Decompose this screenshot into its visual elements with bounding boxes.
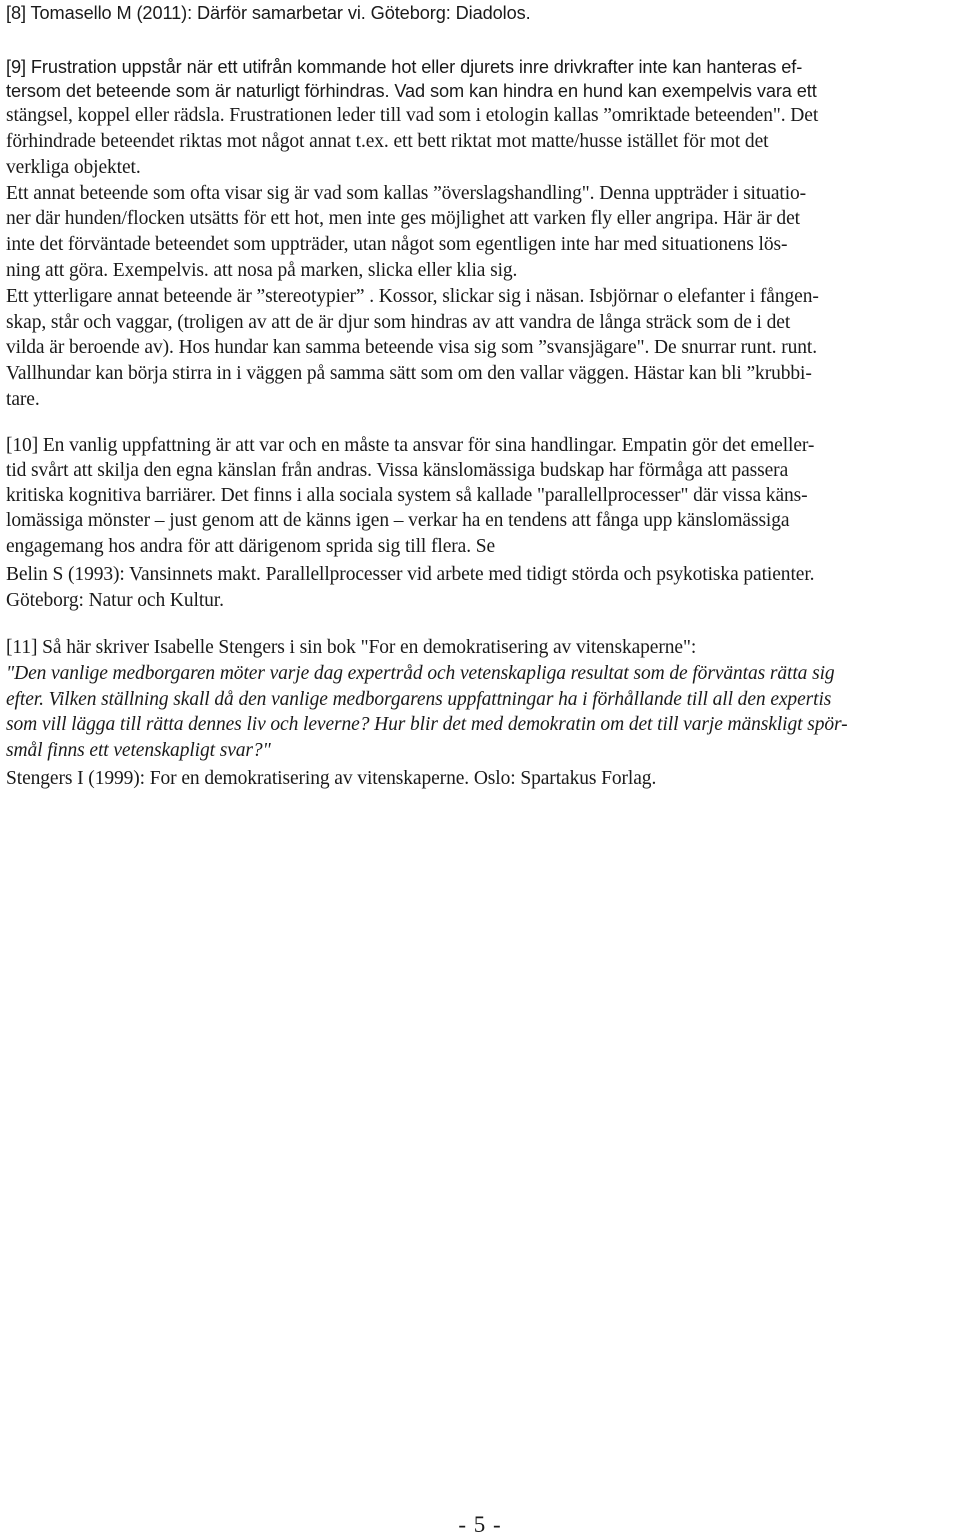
- note-9-line: förhindrade beteendet riktas mot något annat t.ex. ett bett riktat mot matte/husse istället för mot det: [6, 131, 769, 152]
- note-9-line: [9] Frustration uppstår när ett utifrån kommande hot eller djurets inre drivkrafter inte kan hanteras ef-: [6, 57, 803, 77]
- note-10-line: tid svårt att skilja den egna känslan från andras. Vissa känslomässiga budskap har förmåga att passera: [6, 460, 789, 481]
- note-9-line: Ett annat beteende som ofta visar sig är vad som kallas ”överslagshandling". Denna uppträder i situatio-: [6, 183, 807, 204]
- stengers-quote-line: som vill lägga till rätta dennes liv och leverne? Hur blir det med demokratin om det till varje mänskligt spör-: [6, 714, 848, 735]
- reference-belin-publisher: Göteborg: Natur och Kultur.: [6, 590, 224, 611]
- note-9-line: Ett ytterligare annat beteende är ”stereotypier” . Kossor, slickar sig i näsan. Isbjörnar o elefanter i fången-: [6, 286, 819, 307]
- note-10-line: engagemang hos andra för att därigenom sprida sig till flera. Se: [6, 536, 496, 557]
- note-9-line: skap, står och vaggar, (troligen av att de är djur som hindras av att vandra de långa sträck som de i det: [6, 312, 791, 333]
- note-10-line: lomässiga mönster – just genom att de känns igen – verkar ha en tendens att fånga upp känslomässiga: [6, 510, 790, 531]
- stengers-quote-line: smål finns ett vetenskapligt svar?": [6, 740, 271, 761]
- reference-8: [8] Tomasello M (2011): Därför samarbetar vi. Göteborg: Diadolos.: [6, 3, 531, 23]
- note-9-line: ner där hunden/flocken utsätts för ett hot, men inte ges möjlighet att varken fly eller angripa. Här är det: [6, 208, 800, 229]
- note-9-line: Vallhundar kan börja stirra in i väggen på samma sätt som om den vallar väggen. Hästar kan bli ”krubbi-: [6, 363, 812, 384]
- note-9-line: stängsel, koppel eller rädsla. Frustrationen leder till vad som i etologin kallas ”omriktade beteenden". Det: [6, 105, 819, 126]
- note-10-line: kritiska kognitiva barriärer. Det finns i alla sociala system så kallade "parallellprocesser" där vissa käns-: [6, 485, 808, 506]
- reference-stengers: Stengers I (1999): For en demokratisering av vitenskaperne. Oslo: Spartakus Forlag.: [6, 768, 657, 789]
- note-9-line: ning att göra. Exempelvis. att nosa på marken, slicka eller klia sig.: [6, 260, 518, 281]
- page-number: - 5 -: [458, 1512, 502, 1537]
- note-9-line: inte det förväntade beteendet som uppträder, utan något som egentligen inte har med situationens lös-: [6, 234, 788, 255]
- note-9-line: tare.: [6, 389, 40, 410]
- note-11-intro: [11] Så här skriver Isabelle Stengers i sin bok "For en demokratisering av vitenskaperne":: [6, 637, 697, 658]
- reference-belin: Belin S (1993): Vansinnets makt. Parallellprocesser vid arbete med tidigt störda och psykotiska patienter.: [6, 564, 815, 585]
- stengers-quote-line: "Den vanlige medborgaren möter varje dag expertråd och vetenskapliga resultat som de förväntas rätta sig: [6, 663, 835, 684]
- note-9-line: tersom det beteende som är naturligt förhindras. Vad som kan hindra en hund kan exempelvis vara ett: [6, 81, 817, 101]
- note-10-line: [10] En vanlig uppfattning är att var och en måste ta ansvar för sina handlingar. Empatin gör det emeller-: [6, 435, 815, 456]
- stengers-quote-line: efter. Vilken ställning skall då den vanlige medborgarens uppfattningar ha i förhållande till all den expertis: [6, 689, 832, 710]
- note-9-line: vilda är beroende av). Hos hundar kan samma beteende visa sig som ”svansjägare". De snurrar runt. runt.: [6, 337, 817, 358]
- note-9-line: verkliga objektet.: [6, 157, 141, 178]
